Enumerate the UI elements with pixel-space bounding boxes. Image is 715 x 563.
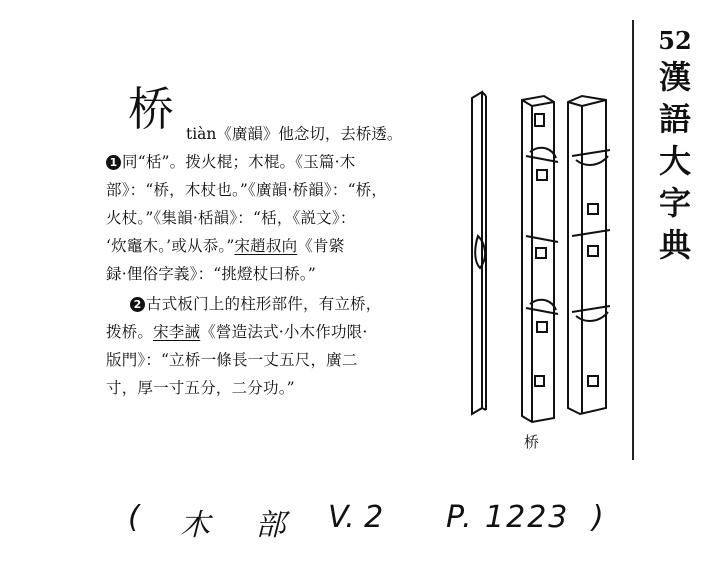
- sense-2-text-1: 古式板门上的柱形部件，有立桥，: [146, 295, 382, 313]
- book-title-char-5: 典: [658, 226, 691, 264]
- sense-2-number: 2: [130, 297, 145, 312]
- pronunciation-line: tiàn《廣韻》他念切，去桥透。: [186, 125, 403, 143]
- sense-1-line-1: [106, 150, 355, 172]
- column-divider: [632, 20, 634, 460]
- thin-rod-drawing: [472, 92, 486, 414]
- sense-2-text-2a: 拨桥。: [106, 323, 154, 341]
- handwritten-open-paren: (: [128, 500, 140, 535]
- book-title-char-1: 漢: [658, 58, 691, 96]
- middle-post-drawing: [522, 96, 558, 422]
- book-title-char-4: 字: [658, 184, 691, 222]
- sense-2-line-3: 版門》：“立桥一條長一丈五尺，廣二: [106, 351, 358, 369]
- sense-1-number: 1: [106, 155, 121, 170]
- sense-2-line-4: 寸，厚一寸五分，二分功。”: [106, 379, 295, 397]
- sense-1-text-4b: 《肯綮: [297, 237, 345, 255]
- page-number: 52: [658, 26, 692, 55]
- sidebar: [650, 26, 700, 266]
- handwritten-radical: 木 部: [180, 508, 304, 543]
- sense-1-line-4: [106, 234, 344, 256]
- book-title-char-2: 語: [658, 100, 691, 138]
- sense-1-line-3: 火杖。”《集韻·栝韻》：“栝，《説文》：: [106, 209, 356, 227]
- sense-1-text-1: 同“栝”。拨火棍；木棍。《玉篇·木: [122, 153, 356, 171]
- sense-1-author: 宋趙叔向: [234, 237, 298, 255]
- right-post-drawing: [568, 96, 610, 414]
- sense-2-author: 宋李誡: [153, 323, 201, 341]
- book-title-char-3: 大: [658, 142, 691, 180]
- sense-1-line-5: 録·俚俗字義》：“挑燈杖曰桥。”: [106, 265, 316, 283]
- sense-2-line-1: [130, 292, 382, 314]
- handwritten-page: P. 1223: [446, 500, 570, 535]
- sense-1-text-4a: ‘炊竈木。’或从忝。”: [106, 237, 235, 255]
- headword: 桥: [128, 82, 174, 136]
- illustration-caption: 桥: [524, 433, 540, 451]
- door-post-illustration: [460, 86, 625, 431]
- handwritten-volume: V. 2: [328, 500, 384, 535]
- sense-2-line-2: [106, 320, 367, 342]
- handwritten-close-paren: ): [592, 500, 604, 535]
- sense-1-line-2: 部》：“桥，木杖也。”《廣韻·桥韻》：“桥，: [106, 181, 388, 199]
- sense-2-text-2b: 《營造法式·小木作功限·: [200, 323, 368, 341]
